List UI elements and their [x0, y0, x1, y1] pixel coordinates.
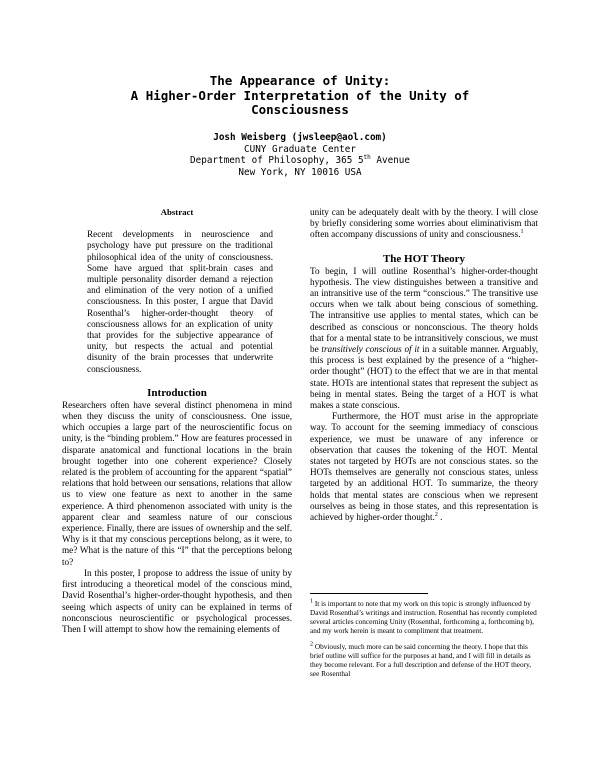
hot-p1-text-a: To begin, I will outline Rosenthal’s higher-order-thought hypothesis. The view distinguishes between a transitive and an intransitive use of the term “conscious.” The transitive use occurs when we talk about being conscious of something. The intransitive use applies to mental states, which can be described as conscious or nonconscious. The theory holds that for a mental state to be intransitively conscious, we must be [310, 265, 538, 355]
title-line-3: Consciousness [251, 102, 349, 117]
abstract-text: Recent developments in neuroscience and psychology have put pressure on the traditional philosophical idea of the unity of consciousness. Some have argued that split-brain cases and multiple personality disorder demand a rejection and elimination of the very notion of a unified consciousness. In this poster, I argue that David Rosenthal’s higher-order-thought theory of consciousness allows for an explication of unity that provides for the subjective appearance of unity, but respects the actual and potential disunity of the brain processes that underwrite consciousness. [87, 229, 273, 374]
footnote-ref-1[interactable]: 1 [520, 229, 524, 236]
introduction-paragraph-2: In this poster, I propose to address the issue of unity by first introducing a theoretical model of the conscious mind, David Rosenthal’s higher-order-thought hypothesis, and then seeing which aspects of unity can be explained in terms of nonconscious neuroscientific or psychological processes. Then I will attempt to show how the remaining elements of [62, 567, 292, 634]
footnote-2 [310, 642, 538, 678]
introduction-paragraph-1: Researchers often have several distinct phenomena in mind when they discuss the unity of consciousness. One issue, which occupies a large part of the neuroscientific focus on unity, is the “binding problem.” How are features processed in disparate anatomical and functional locations in the brain brought together into one coherent experience? Closely related is the problem of accounting for the apparent “spatial” relations that hold between our sensations, relations that allow us to view one feature as next to another in the same experience. A third phenomenon associated with unity is the apparent clear and seamless nature of our conscious experience. Finally, there are issues of ownership and the self. Why is it that my conscious perceptions belong, as it were, to me? What is the nature of this “I” that the perceptions belong to? [62, 399, 292, 567]
hot-theory-paragraph-1 [310, 266, 538, 412]
author-city: New York, NY 10016 USA [238, 166, 362, 178]
hot-p2-tail: . [437, 512, 443, 523]
hot-p1-emphasis: transitively conscious of it [321, 344, 420, 355]
author-name: Josh Weisberg (jwsleep@aol.com) [213, 132, 387, 143]
continuation-paragraph [310, 207, 538, 241]
footnote-1-text: It is important to note that my work on this topic is strongly influenced by David Rosenthal’s writings and instruction. Rosenthal has recently completed several articles concerning Unity (Rosenthal, forthcoming a, forthcoming b), and my work herein is meant to compliment that treatment. [310, 599, 537, 636]
ordinal-suffix: th [363, 153, 371, 161]
title-line-2: A Higher-Order Interpretation of the Unity of [130, 87, 470, 103]
left-column [62, 207, 292, 635]
author-affiliation: CUNY Graduate Center [244, 143, 356, 155]
footnote-ref-2[interactable]: 2 [434, 512, 438, 519]
hot-theory-paragraph-2 [310, 411, 538, 523]
footnote-2-text: Obviously, much more can be said concerning the theory. I hope that this brief outline will suffice for the purposes at hand, and I will fill in details as they become relevant. For a full description and defense of the HOT theory, see Rosenthal [310, 642, 532, 679]
footnote-1 [310, 599, 538, 635]
hot-p1-text-b: in a suitable manner. Arguably, this process is best explained by the presence of a “higher-order thought” (HOT) to the effect that we are in that mental state. HOTs are intentional states that represent the subject as being in mental states. Being the target of a HOT is what makes a state conscious. [310, 344, 538, 411]
continuation-text: unity can be adequately dealt with by the theory. I will close by briefly considering some worries about eliminativism that often accompany discussions of unity and consciousness. [310, 207, 538, 240]
introduction-heading: Introduction [147, 386, 207, 399]
department-suffix: Avenue [370, 155, 410, 166]
paper-title [60, 74, 540, 118]
footnote-2-mark: 2 [310, 641, 313, 648]
hot-theory-heading: The HOT Theory [382, 252, 466, 265]
right-column [310, 207, 538, 678]
author-block [60, 132, 540, 178]
footnote-1-mark: 1 [310, 598, 313, 605]
hot-p2-text: Furthermore, the HOT must arise in the appropriate way. To account for the seeming immediacy of conscious experience, we must be unaware of any inference or observation that causes the tokening of the HOT. Mental states not targeted by HOTs are not conscious states. so the HOTs themselves are generally not conscious states, unless targeted by an additional HOT. To summarize, the theory holds that mental states are conscious when we represent ourselves as being in those states, and this representation is achieved by higher-order thought. [310, 411, 538, 523]
author-department [60, 155, 540, 167]
title-line-1: The Appearance of Unity: [209, 73, 391, 88]
footnote-divider [310, 593, 428, 594]
department-text: Department of Philosophy, 365 5 [190, 155, 364, 166]
abstract-heading: Abstract [160, 207, 194, 217]
